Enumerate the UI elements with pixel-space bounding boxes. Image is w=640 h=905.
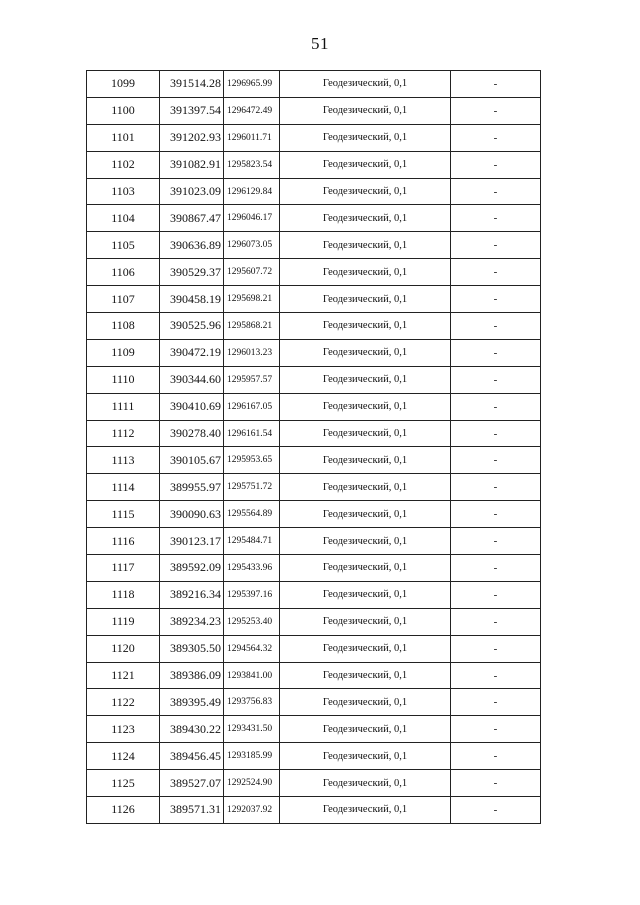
point-number-cell: 1105 — [87, 232, 160, 259]
method-accuracy-cell: Геодезический, 0,1 — [280, 447, 451, 474]
x-coordinate-cell: 389305.50 — [160, 635, 224, 662]
note-cell: - — [451, 366, 541, 393]
method-accuracy-cell: Геодезический, 0,1 — [280, 393, 451, 420]
table-row — [87, 286, 541, 313]
point-number-cell: 1103 — [87, 178, 160, 205]
y-coordinate-cell: 1295957.57 — [224, 366, 280, 393]
note-cell: - — [451, 716, 541, 743]
y-coordinate-cell: 1295698.21 — [224, 286, 280, 313]
x-coordinate-cell: 390123.17 — [160, 528, 224, 555]
y-coordinate-cell: 1292037.92 — [224, 797, 280, 824]
coordinates-table-body — [87, 71, 541, 824]
note-cell: - — [451, 205, 541, 232]
x-coordinate-cell: 389527.07 — [160, 770, 224, 797]
note-cell: - — [451, 501, 541, 528]
point-number-cell: 1117 — [87, 555, 160, 582]
point-number-cell: 1110 — [87, 366, 160, 393]
y-coordinate-cell: 1296167.05 — [224, 393, 280, 420]
point-number-cell: 1126 — [87, 797, 160, 824]
y-coordinate-cell: 1292524.90 — [224, 770, 280, 797]
point-number-cell: 1118 — [87, 581, 160, 608]
table-row — [87, 97, 541, 124]
table-row — [87, 178, 541, 205]
note-cell: - — [451, 581, 541, 608]
point-number-cell: 1115 — [87, 501, 160, 528]
x-coordinate-cell: 390458.19 — [160, 286, 224, 313]
x-coordinate-cell: 389395.49 — [160, 689, 224, 716]
x-coordinate-cell: 390529.37 — [160, 259, 224, 286]
y-coordinate-cell: 1296046.17 — [224, 205, 280, 232]
method-accuracy-cell: Геодезический, 0,1 — [280, 581, 451, 608]
y-coordinate-cell: 1295564.89 — [224, 501, 280, 528]
note-cell: - — [451, 393, 541, 420]
table-row — [87, 420, 541, 447]
point-number-cell: 1102 — [87, 151, 160, 178]
note-cell: - — [451, 420, 541, 447]
method-accuracy-cell: Геодезический, 0,1 — [280, 420, 451, 447]
method-accuracy-cell: Геодезический, 0,1 — [280, 501, 451, 528]
method-accuracy-cell: Геодезический, 0,1 — [280, 97, 451, 124]
y-coordinate-cell: 1295751.72 — [224, 474, 280, 501]
x-coordinate-cell: 389571.31 — [160, 797, 224, 824]
x-coordinate-cell: 389216.34 — [160, 581, 224, 608]
point-number-cell: 1121 — [87, 662, 160, 689]
coordinates-table — [86, 70, 541, 824]
x-coordinate-cell: 390090.63 — [160, 501, 224, 528]
table-row — [87, 259, 541, 286]
y-coordinate-cell: 1296013.23 — [224, 339, 280, 366]
note-cell: - — [451, 124, 541, 151]
x-coordinate-cell: 389234.23 — [160, 608, 224, 635]
note-cell: - — [451, 71, 541, 98]
method-accuracy-cell: Геодезический, 0,1 — [280, 366, 451, 393]
page-number: 51 — [311, 34, 329, 53]
x-coordinate-cell: 390525.96 — [160, 313, 224, 340]
y-coordinate-cell: 1295253.40 — [224, 608, 280, 635]
note-cell: - — [451, 286, 541, 313]
method-accuracy-cell: Геодезический, 0,1 — [280, 339, 451, 366]
table-row — [87, 581, 541, 608]
x-coordinate-cell: 390105.67 — [160, 447, 224, 474]
point-number-cell: 1108 — [87, 313, 160, 340]
point-number-cell: 1116 — [87, 528, 160, 555]
table-row — [87, 393, 541, 420]
y-coordinate-cell: 1296161.54 — [224, 420, 280, 447]
note-cell: - — [451, 528, 541, 555]
x-coordinate-cell: 390344.60 — [160, 366, 224, 393]
method-accuracy-cell: Геодезический, 0,1 — [280, 555, 451, 582]
note-cell: - — [451, 474, 541, 501]
x-coordinate-cell: 391202.93 — [160, 124, 224, 151]
note-cell: - — [451, 447, 541, 474]
point-number-cell: 1111 — [87, 393, 160, 420]
table-row — [87, 205, 541, 232]
method-accuracy-cell: Геодезический, 0,1 — [280, 770, 451, 797]
note-cell: - — [451, 313, 541, 340]
x-coordinate-cell: 391514.28 — [160, 71, 224, 98]
x-coordinate-cell: 391397.54 — [160, 97, 224, 124]
note-cell: - — [451, 797, 541, 824]
method-accuracy-cell: Геодезический, 0,1 — [280, 151, 451, 178]
note-cell: - — [451, 555, 541, 582]
x-coordinate-cell: 389592.09 — [160, 555, 224, 582]
y-coordinate-cell: 1293431.50 — [224, 716, 280, 743]
table-row — [87, 313, 541, 340]
note-cell: - — [451, 259, 541, 286]
point-number-cell: 1125 — [87, 770, 160, 797]
y-coordinate-cell: 1296129.84 — [224, 178, 280, 205]
table-row — [87, 635, 541, 662]
y-coordinate-cell: 1296073.05 — [224, 232, 280, 259]
y-coordinate-cell: 1293185.99 — [224, 743, 280, 770]
y-coordinate-cell: 1295484.71 — [224, 528, 280, 555]
y-coordinate-cell: 1295607.72 — [224, 259, 280, 286]
table-row — [87, 124, 541, 151]
point-number-cell: 1104 — [87, 205, 160, 232]
x-coordinate-cell: 390867.47 — [160, 205, 224, 232]
note-cell: - — [451, 151, 541, 178]
method-accuracy-cell: Геодезический, 0,1 — [280, 716, 451, 743]
table-row — [87, 151, 541, 178]
note-cell: - — [451, 232, 541, 259]
method-accuracy-cell: Геодезический, 0,1 — [280, 662, 451, 689]
point-number-cell: 1099 — [87, 71, 160, 98]
table-row — [87, 555, 541, 582]
y-coordinate-cell: 1295433.96 — [224, 555, 280, 582]
note-cell: - — [451, 662, 541, 689]
method-accuracy-cell: Геодезический, 0,1 — [280, 232, 451, 259]
table-row — [87, 474, 541, 501]
method-accuracy-cell: Геодезический, 0,1 — [280, 205, 451, 232]
point-number-cell: 1109 — [87, 339, 160, 366]
point-number-cell: 1107 — [87, 286, 160, 313]
table-row — [87, 447, 541, 474]
method-accuracy-cell: Геодезический, 0,1 — [280, 124, 451, 151]
y-coordinate-cell: 1295397.16 — [224, 581, 280, 608]
note-cell: - — [451, 770, 541, 797]
table-row — [87, 339, 541, 366]
method-accuracy-cell: Геодезический, 0,1 — [280, 474, 451, 501]
point-number-cell: 1124 — [87, 743, 160, 770]
x-coordinate-cell: 389955.97 — [160, 474, 224, 501]
note-cell: - — [451, 608, 541, 635]
method-accuracy-cell: Геодезический, 0,1 — [280, 313, 451, 340]
table-row — [87, 232, 541, 259]
method-accuracy-cell: Геодезический, 0,1 — [280, 635, 451, 662]
table-row — [87, 716, 541, 743]
x-coordinate-cell: 391023.09 — [160, 178, 224, 205]
table-row — [87, 770, 541, 797]
method-accuracy-cell: Геодезический, 0,1 — [280, 178, 451, 205]
method-accuracy-cell: Геодезический, 0,1 — [280, 259, 451, 286]
method-accuracy-cell: Геодезический, 0,1 — [280, 689, 451, 716]
table-row — [87, 743, 541, 770]
point-number-cell: 1100 — [87, 97, 160, 124]
table-row — [87, 71, 541, 98]
table-row — [87, 662, 541, 689]
y-coordinate-cell: 1294564.32 — [224, 635, 280, 662]
method-accuracy-cell: Геодезический, 0,1 — [280, 286, 451, 313]
point-number-cell: 1113 — [87, 447, 160, 474]
point-number-cell: 1119 — [87, 608, 160, 635]
table-row — [87, 797, 541, 824]
y-coordinate-cell: 1293841.00 — [224, 662, 280, 689]
note-cell: - — [451, 97, 541, 124]
note-cell: - — [451, 635, 541, 662]
point-number-cell: 1123 — [87, 716, 160, 743]
table-row — [87, 689, 541, 716]
method-accuracy-cell: Геодезический, 0,1 — [280, 528, 451, 555]
point-number-cell: 1114 — [87, 474, 160, 501]
y-coordinate-cell: 1295868.21 — [224, 313, 280, 340]
y-coordinate-cell: 1296965.99 — [224, 71, 280, 98]
table-row — [87, 366, 541, 393]
x-coordinate-cell: 389430.22 — [160, 716, 224, 743]
y-coordinate-cell: 1296472.49 — [224, 97, 280, 124]
point-number-cell: 1122 — [87, 689, 160, 716]
point-number-cell: 1101 — [87, 124, 160, 151]
point-number-cell: 1106 — [87, 259, 160, 286]
y-coordinate-cell: 1295953.65 — [224, 447, 280, 474]
note-cell: - — [451, 178, 541, 205]
x-coordinate-cell: 390472.19 — [160, 339, 224, 366]
x-coordinate-cell: 391082.91 — [160, 151, 224, 178]
note-cell: - — [451, 339, 541, 366]
x-coordinate-cell: 390278.40 — [160, 420, 224, 447]
x-coordinate-cell: 390410.69 — [160, 393, 224, 420]
y-coordinate-cell: 1296011.71 — [224, 124, 280, 151]
x-coordinate-cell: 390636.89 — [160, 232, 224, 259]
method-accuracy-cell: Геодезический, 0,1 — [280, 797, 451, 824]
method-accuracy-cell: Геодезический, 0,1 — [280, 743, 451, 770]
x-coordinate-cell: 389386.09 — [160, 662, 224, 689]
x-coordinate-cell: 389456.45 — [160, 743, 224, 770]
method-accuracy-cell: Геодезический, 0,1 — [280, 608, 451, 635]
note-cell: - — [451, 689, 541, 716]
note-cell: - — [451, 743, 541, 770]
y-coordinate-cell: 1295823.54 — [224, 151, 280, 178]
method-accuracy-cell: Геодезический, 0,1 — [280, 71, 451, 98]
table-row — [87, 608, 541, 635]
point-number-cell: 1120 — [87, 635, 160, 662]
point-number-cell: 1112 — [87, 420, 160, 447]
y-coordinate-cell: 1293756.83 — [224, 689, 280, 716]
table-row — [87, 501, 541, 528]
table-row — [87, 528, 541, 555]
